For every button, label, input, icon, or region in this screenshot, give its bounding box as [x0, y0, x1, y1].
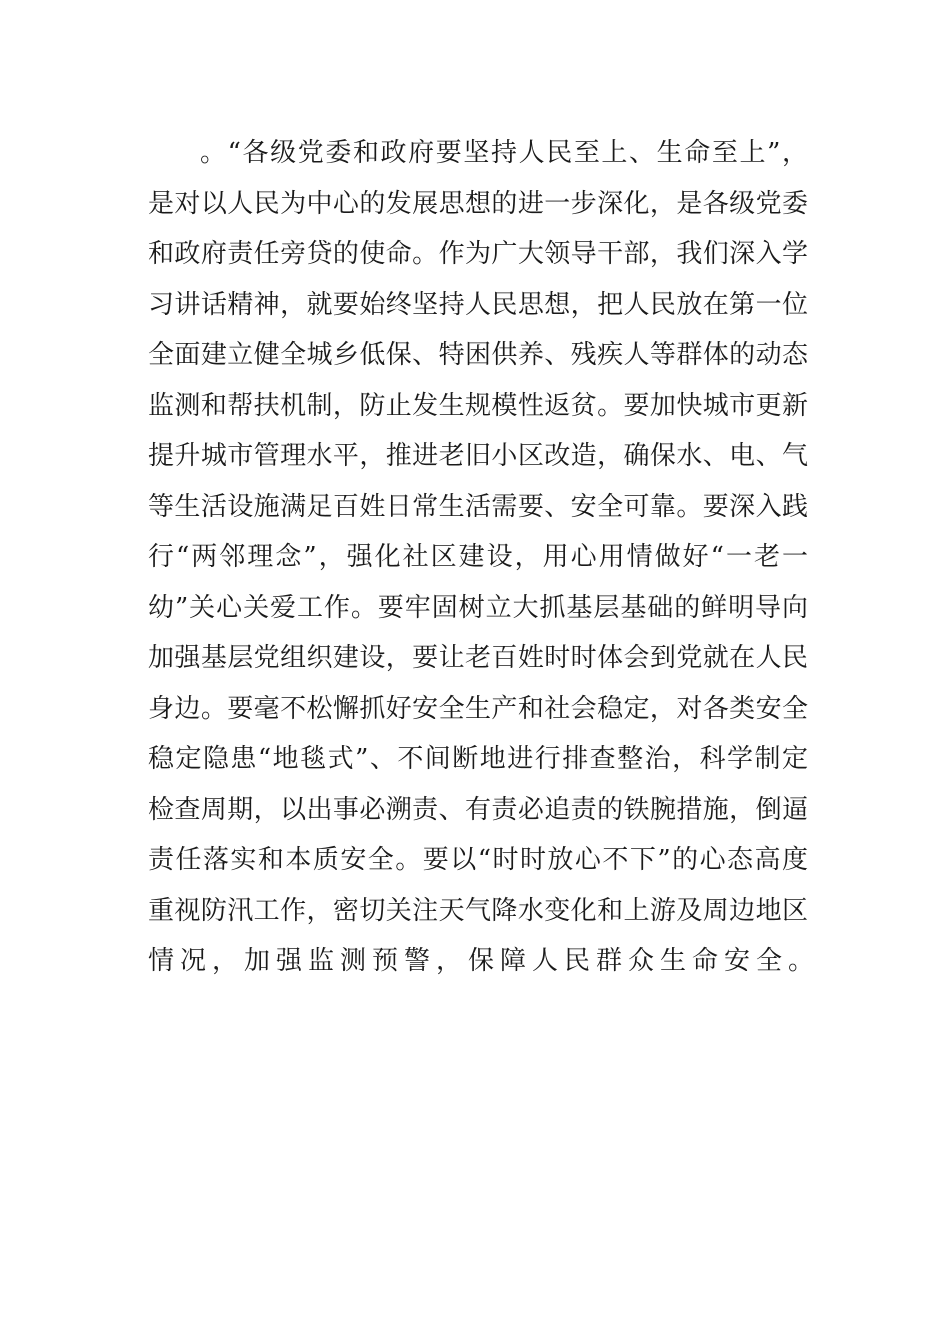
text-line: 重视防汛工作，密切关注天气降水变化和上游及周边地区 — [148, 895, 808, 926]
text-line: 情况，加强监测预警，保障人民群众生命安全。 — [148, 946, 821, 976]
text-line: 提升城市管理水平，推进老旧小区改造，确保水、电、气 — [148, 441, 808, 471]
text-line: 等生活设施满足百姓日常生活需要、安全可靠。要深入践 — [148, 491, 808, 522]
text-line: 是对以人民为中心的发展思想的进一步深化，是各级党委 — [148, 188, 808, 219]
text-line: 监测和帮扶机制，防止发生规模性返贫。要加快城市更新 — [148, 390, 808, 421]
text-line: 行“两邻理念”，强化社区建设，用心用情做好“一老一 — [148, 542, 808, 572]
text-line: 加强基层党组织建设，要让老百姓时时体会到党就在人民 — [148, 643, 808, 673]
text-line: 全面建立健全城乡低保、特困供养、残疾人等群体的动态 — [148, 340, 808, 370]
text-line: 习讲话精神，就要始终坚持人民思想，把人民放在第一位 — [148, 289, 808, 320]
text-line: 身边。要毫不松懈抓好安全生产和社会稳定，对各类安全 — [148, 693, 808, 724]
text-line: 责任落实和本质安全。要以“时时放心不下”的心态高度 — [148, 845, 808, 875]
body-paragraph — [148, 128, 821, 987]
text-line: 稳定隐患“地毯式”、不间断地进行排查整治，科学制定 — [148, 744, 808, 774]
text-line: 。“各级党委和政府要坚持人民至上、生命至上”， — [200, 138, 808, 168]
text-line: 和政府责任旁贷的使命。作为广大领导干部，我们深入学 — [148, 239, 808, 269]
text-line: 幼”关心关爱工作。要牢固树立大抓基层基础的鲜明导向 — [148, 592, 808, 623]
text-line: 检查周期，以出事必溯责、有责必追责的铁腕措施，倒逼 — [148, 794, 808, 825]
